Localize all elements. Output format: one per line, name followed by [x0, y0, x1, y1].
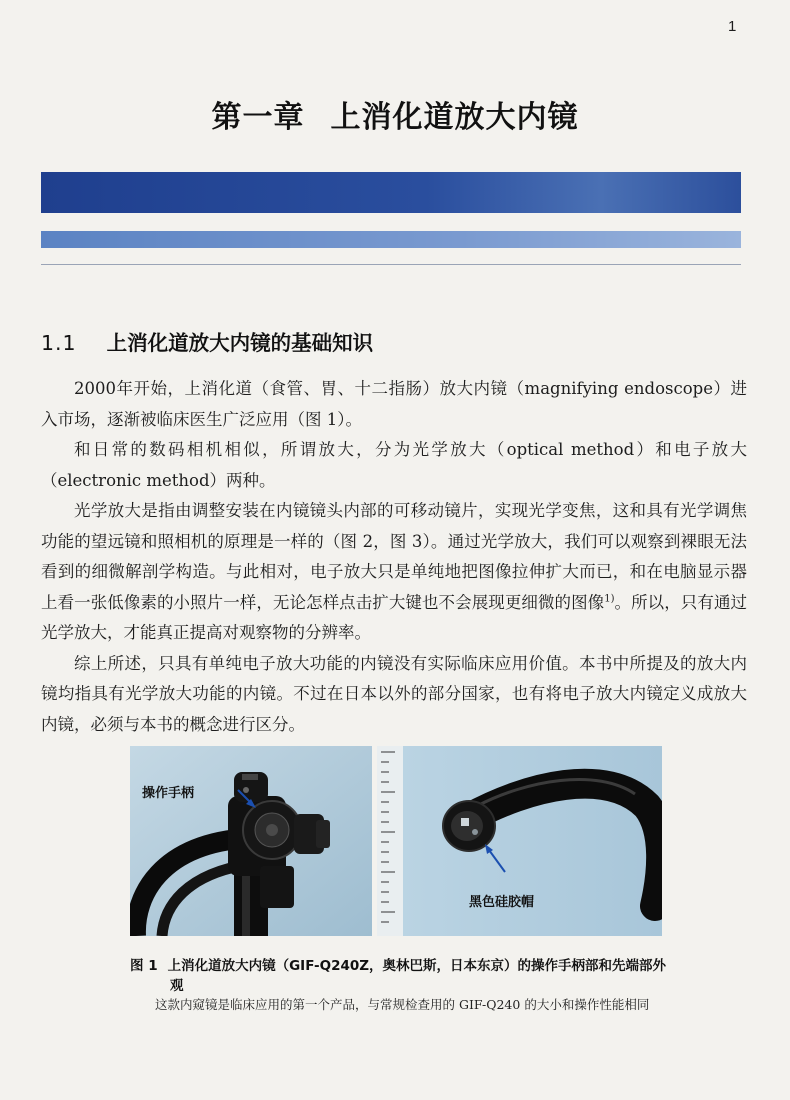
- caption-number: 图 1: [130, 958, 158, 974]
- paragraph: [41, 435, 747, 496]
- divider-rule: [41, 264, 741, 265]
- paragraph-text: 。所以，只有通过光学放大，才能真正提高对观察物的分辨率。: [41, 592, 748, 642]
- figure-photo-handle: [130, 746, 372, 936]
- endoscope-handle-illustration: [130, 746, 372, 936]
- caption-title: 上消化道放大内镜（GIF-Q240Z，奥林巴斯，日本东京）的操作手柄部和先端部外观: [167, 958, 667, 994]
- chapter-number: 第一章: [211, 100, 305, 135]
- paragraph-text: 和日常的数码相机相似，所谓放大，分为光学放大（optical method）和电子放大（electronic method）两种。: [41, 440, 747, 490]
- paragraph: [41, 374, 747, 435]
- cap-label: 黑色硅胶帽: [469, 895, 535, 910]
- body-text: [41, 374, 747, 740]
- figure-caption-note: 这款内窥镜是临床应用的第一个产品，与常规检查用的 GIF-Q240 的大小和操作性能相同: [155, 997, 650, 1012]
- chapter-band-dark: [41, 172, 741, 213]
- paragraph-text: 2000年开始，上消化道（食管、胃、十二指肠）放大内镜（magnifying endoscope）进入市场，逐渐被临床医生广泛应用（图 1）。: [41, 379, 747, 429]
- paragraph-text: 光学放大是指由调整安装在内镜镜头内部的可移动镜片，实现光学变焦，这和具有光学调焦功能的望远镜和照相机的原理是一样的（图 2，图 3）。通过光学放大，我们可以观察到裸眼无法看到的细微解剖学构造。与此相对，电子放大只是单纯地把图像拉伸扩大而已，和在电脑显示器上看一张低像素的小照片一样，无论怎样点击扩大键也不会展现更细微的图像: [41, 501, 747, 612]
- chapter-title-text: 上消化道放大内镜: [330, 100, 579, 135]
- section-title: [41, 326, 373, 356]
- reference-superscript: 1): [604, 593, 615, 604]
- chapter-band-light: [41, 231, 741, 248]
- section-title-text: 上消化道放大内镜的基础知识: [106, 331, 374, 355]
- page-number: 1: [728, 18, 737, 35]
- paragraph-text: 综上所述，只具有单纯电子放大功能的内镜没有实际临床应用价值。本书中所提及的放大内镜均指具有光学放大功能的内镜。不过在日本以外的部分国家，也有将电子放大内镜定义成放大内镜，必须与本书的概念进行区分。: [41, 653, 747, 734]
- paragraph: [41, 649, 747, 741]
- paragraph: [41, 496, 747, 649]
- figure-photo-tip: [377, 746, 662, 936]
- figure-caption: [130, 956, 670, 996]
- section-number: 1.1: [41, 331, 77, 355]
- chapter-title: [0, 92, 790, 136]
- handle-label: 操作手柄: [142, 786, 195, 801]
